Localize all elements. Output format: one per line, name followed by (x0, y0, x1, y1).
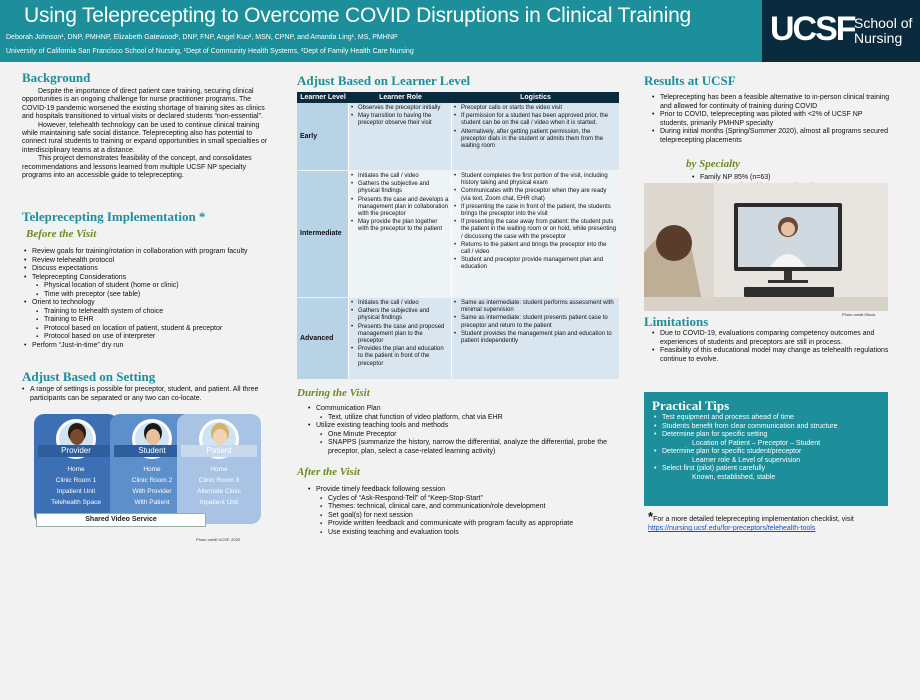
card-item: Alternate Clinic (197, 488, 241, 495)
list-item: • Feasibility of this educational model may change as telehealth regulations continue to evolve. (650, 347, 890, 364)
list-item: • May provide the plan together with the preceptor to the patient (349, 219, 449, 233)
telehealth-illustration (644, 183, 888, 311)
list-item: • Alternatively, after getting patient permission, the preceptor dials in the student or admits them from the waiting room (452, 129, 617, 151)
setting-heading: Adjust Based on Setting (22, 369, 156, 384)
footnote-text: For a more detailed teleprecepting implementation checklist, visit (653, 516, 854, 523)
list-item: Learner role & Level of supervision (692, 456, 801, 464)
setting-card-patient (177, 414, 261, 524)
by-specialty-heading: by Specialty (686, 158, 741, 170)
list-item: • Initiates the call / video (349, 300, 449, 307)
list-item: • Review telehealth protocol (22, 257, 272, 266)
list-item: • Discuss expectations (22, 265, 272, 274)
list-item: ▪ Provide written feedback and communicate with program faculty as appropriate (306, 520, 616, 529)
learner-level-table (297, 92, 619, 379)
list-item: ▪ Protocol based on location of patient, student & preceptor (22, 325, 272, 334)
practical-tips-box (644, 392, 888, 506)
role-cell (349, 298, 452, 379)
during-visit-list (306, 405, 616, 456)
card-label: Student (114, 445, 190, 457)
footnote (648, 509, 892, 533)
list-item: • Preceptor calls or starts the video visit (452, 105, 617, 112)
list-item: ▪ Themes: technical, clinical care, and communication/role development (306, 503, 616, 512)
list-item: • Student provides the management plan and education to patient independently (452, 331, 617, 345)
list-item: • Gathers the subjective and physical findings (349, 181, 449, 195)
list-item: • May transition to having the preceptor observe their visit (349, 113, 449, 127)
list-item: ▪ One Minute Preceptor (306, 431, 616, 440)
list-item: • Initiates the call / video (349, 173, 449, 180)
list-item: Known, established, stable (692, 473, 776, 481)
background-paragraph: Despite the importance of direct patient care training, securing clinical opportunities is an ongoing challenge for nurse practitioner programs. The COVID-19 pandemic worsened the existing shortage of training sites as clinics and hospitals transitioned to virtual visits or declared students “non-essential”. (22, 88, 265, 121)
telehealth-photo (644, 183, 888, 311)
list-item: • Utilize existing teaching tools and methods (306, 422, 616, 431)
list-item: • Determine plan for specific student/preceptor (652, 448, 884, 457)
limitations-list (650, 330, 890, 364)
table-header: Learner Level (297, 92, 349, 103)
authors-line: Deborah Johnson¹, DNP, PMHNP, Elizabeth Gatewood², DNP, FNP, Angel Kuo², MSN, CPNP, and Amanda Ling¹, MS, PMHNP (6, 34, 398, 41)
card-item: Inpatient Unit (56, 488, 96, 495)
list-item: • Orient to technology (22, 299, 272, 308)
list-item: • If presenting the case away from patient: the student puts the patient in the waiting room or on hold, while presenting / discussing the case with the preceptor (452, 219, 617, 241)
list-item: • Communicates with the preceptor when they are ready (via text, Zoom chat, EHR chat) (452, 188, 617, 202)
row-label: Advanced (297, 298, 349, 379)
footnote-link[interactable]: https://nursing.ucsf.edu/for-preceptors/telehealth-tools (648, 525, 816, 532)
card-item: Home (210, 466, 228, 473)
list-item: • Determine plan for specific setting (652, 431, 884, 440)
list-item: • A range of settings is possible for preceptor, student, and patient. All three participants can be separated or any two can co-locate. (20, 386, 272, 403)
after-visit-heading: After the Visit (297, 466, 360, 478)
background-paragraph: However, telehealth technology can be used to continue clinical training while maintaining safe social distance. Teleprecepting also has potential to connect rural students to training or expand opportunities in small specialties or interdisciplinary teams at a distance. (22, 121, 268, 154)
card-label: Patient (181, 445, 257, 457)
before-visit-list (22, 248, 272, 350)
results-list (650, 94, 890, 145)
shared-video-banner: Shared Video Service (36, 513, 206, 527)
tips-list (652, 414, 884, 482)
card-items (177, 464, 261, 508)
role-cell (349, 171, 452, 297)
after-visit-list (306, 486, 616, 537)
list-item: • Due to COVID-19, evaluations comparing competency outcomes and experiences of students and preceptors are still in process. (650, 330, 890, 347)
list-item: Location of Patient – Preceptor – Student (692, 439, 821, 447)
card-item: Telehealth Space (51, 499, 101, 506)
setting-intro-list (20, 386, 272, 403)
background-heading: Background (22, 70, 91, 85)
list-item: • If presenting the case in front of the patient, the students brings the preceptor into the visit (452, 204, 617, 218)
list-item: • Observes the preceptor initially (349, 105, 449, 112)
list-item: • Communication Plan (306, 405, 616, 414)
list-item: ▪ Text, utilize chat function of video platform, chat via EHR (306, 414, 616, 423)
list-item: • Same as intermediate: student presents patient case to preceptor and return to the patient (452, 315, 617, 329)
card-item: With Provider (132, 488, 172, 495)
list-item: • Select first (pilot) patient carefully (652, 465, 884, 474)
list-item: • Presents the case and develops a management plan in collaboration with the preceptor (349, 197, 449, 219)
logo-subtitle: School of Nursing (854, 15, 913, 46)
list-item: • Student completes the first portion of the visit, including history taking and physical exam (452, 173, 617, 187)
poster-title: Using Teleprecepting to Overcome COVID Disruptions in Clinical Training (24, 4, 692, 27)
card-item: Clinic Room 2 (131, 477, 173, 484)
list-item: ▪ Training to EHR (22, 316, 272, 325)
setting-photo-credit: Photo credit UCSF, 2020 (196, 537, 241, 542)
list-item: • Provides the plan and education to the patient in front of the preceptor (349, 346, 449, 368)
results-photo-credit: Photo credit iStock (842, 312, 876, 317)
row-label: Intermediate (297, 171, 349, 297)
card-item: Clinic Room 1 (55, 477, 97, 484)
before-visit-heading: Before the Visit (26, 228, 97, 240)
list-item: ▪ Time with preceptor (see table) (22, 291, 272, 300)
table-header: Logistics (452, 92, 619, 103)
table-header: Learner Role (349, 92, 452, 103)
logo-wordmark: UCSF (770, 10, 855, 48)
card-items (34, 464, 118, 508)
list-item: • Returns to the patient and brings the preceptor into the call / video (452, 242, 617, 256)
list-item: ▪ Protocol based on use of interpreter (22, 333, 272, 342)
background-body (22, 88, 272, 180)
row-label: Early (297, 103, 349, 170)
list-item: • Perform “Just-in-time” dry run (22, 342, 272, 351)
list-item: • Prior to COVID, teleprecepting was piloted with <2% of UCSF NP students, primarily PMHNP specialty (650, 111, 890, 128)
list-item: ▪ Physical location of student (home or clinic) (22, 282, 272, 291)
list-item: • During initial months (Spring/Summer 2020), almost all programs secured teleprecepting placements (650, 128, 890, 145)
list-item: • Review goals for training/rotation in collaboration with program faculty (22, 248, 272, 257)
list-item: • Students benefit from clear communication and structure (652, 423, 884, 432)
card-item: With Patient (134, 499, 170, 506)
ucsf-logo (762, 0, 920, 62)
list-item: • Gathers the subjective and physical findings (349, 308, 449, 322)
logistics-cell (452, 103, 619, 170)
list-item: • Provide timely feedback following session (306, 486, 616, 495)
list-item: ▪ SNAPPS (summarize the history, narrow the differential, analyze the differential, probe the preceptor, plan, select a case-related learning activity) (306, 439, 616, 456)
logistics-cell (452, 298, 619, 379)
list-item: ▪ Use existing teaching and evaluation tools (306, 529, 616, 538)
results-heading: Results at UCSF (644, 73, 736, 88)
card-item: Home (67, 466, 85, 473)
learner-heading: Adjust Based on Learner Level (297, 73, 471, 88)
poster-header (0, 0, 920, 62)
list-item: • Teleprecepting has been a feasible alternative to in-person clinical training and allowed for continuity of training during COVID (650, 94, 890, 111)
logistics-cell (452, 171, 619, 297)
implementation-heading: Teleprecepting Implementation * (22, 209, 206, 224)
list-item: ▪ Set goal(s) for next session (306, 512, 616, 521)
background-paragraph: This project demonstrates feasibility of the concept, and consolidates recommendations and lessons learned from multiple UCSF NP specialty programs into an accessible guide to teleprecepting. (22, 155, 252, 180)
role-cell (349, 103, 452, 170)
affiliations-line: University of California San Francisco School of Nursing, ¹Dept of Community Health Systems, ²Dept of Family Health Care Nursing (6, 48, 414, 55)
during-visit-heading: During the Visit (297, 387, 370, 399)
card-item: Inpatient Unit (199, 499, 239, 506)
card-item: Home (143, 466, 161, 473)
tips-heading: Practical Tips (652, 398, 730, 413)
card-item: Clinic Room 3 (198, 477, 240, 484)
limitations-heading: Limitations (644, 314, 709, 329)
setting-card-provider (34, 414, 118, 524)
card-label: Provider (38, 445, 114, 457)
footnote-star: * (648, 509, 654, 524)
list-item: ▪ Training to telehealth system of choice (22, 308, 272, 317)
list-item: • Test equipment and process ahead of time (652, 414, 884, 423)
list-item: • Presents the case and proposed management plan to the preceptor (349, 324, 449, 346)
list-item: ▪ Cycles of “Ask-Respond-Tell” of “Keep-Stop-Start” (306, 495, 616, 504)
list-item: • Same as intermediate: student performs assessment with minimal supervision (452, 300, 617, 314)
list-item: • If permission for a student has been approved prior, the student can be on the call / video when it is started. (452, 113, 617, 127)
list-item: • Family NP 85% (n=63) (690, 174, 870, 183)
list-item: • Teleprecepting Considerations (22, 274, 272, 283)
list-item: • Student and preceptor provide management plan and education (452, 257, 617, 271)
